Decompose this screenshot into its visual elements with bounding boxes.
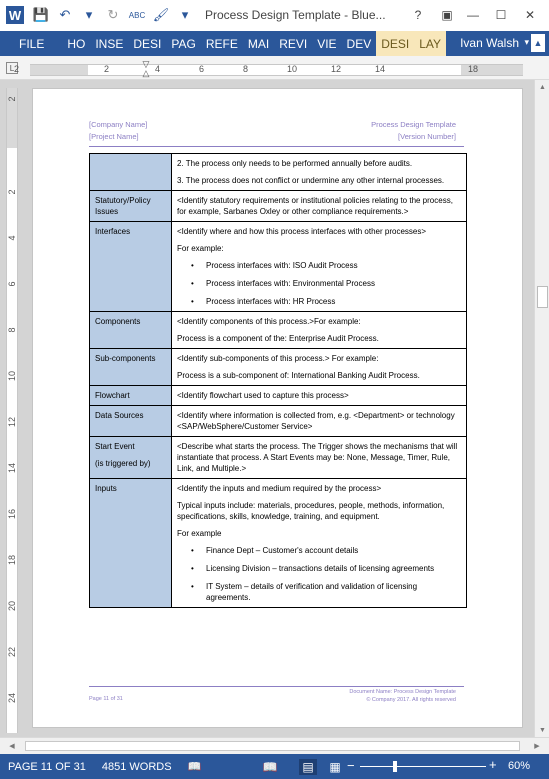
row-label: Interfaces [95, 227, 131, 236]
cell-paragraph: For example [177, 529, 222, 538]
tab-selector-button[interactable]: L [6, 62, 18, 74]
minimize-button[interactable]: — [467, 8, 479, 22]
row-content-cell[interactable] [172, 437, 467, 479]
title-bar [0, 0, 549, 31]
document-area[interactable] [24, 80, 534, 737]
proofing-icon[interactable]: 📖 [187, 761, 202, 773]
cell-paragraph: Process is a sub-component of: International Banking Audit Process. [177, 371, 420, 380]
vertical-ruler-tick-label: 2 [7, 189, 17, 195]
row-label: Components [95, 317, 141, 326]
tab-ho[interactable]: HO [67, 36, 86, 51]
scroll-up-icon[interactable]: ▲ [539, 83, 546, 91]
footer-divider [89, 686, 464, 687]
window-title: Process Design Template - Blue... [205, 8, 386, 22]
bullet-list [177, 260, 461, 307]
list-item: • IT System – details of verification and validation of licensing agreements. [177, 581, 461, 603]
ruler-tick-label: 18 [468, 64, 479, 74]
row-label-cell[interactable] [90, 406, 172, 437]
cell-paragraph: <Identify where and how this process interfaces with other processes> [177, 227, 427, 236]
cell-paragraph: <Identify flowchart used to capture this process> [177, 391, 349, 400]
row-content-cell[interactable] [172, 406, 467, 437]
list-item: • Process interfaces with: Environmental Process [177, 278, 461, 289]
table-row [90, 386, 467, 406]
ruler-tick-label: 14 [375, 64, 386, 74]
vertical-ruler-tick-label: 8 [7, 327, 17, 333]
row-label-cell[interactable] [90, 349, 172, 386]
vertical-ruler-tick-label: 2 [7, 96, 17, 102]
tab-file[interactable]: FILE [0, 31, 62, 56]
bullet-list [177, 545, 461, 603]
word-logo-icon[interactable]: W [6, 6, 24, 24]
tab-mai[interactable]: MAI [247, 36, 270, 51]
row-label-cell[interactable] [90, 386, 172, 406]
cell-paragraph: <Describe what starts the process. The Trigger shows the mechanisms that will instantiate that process. A Start Events may be: None, Message, Timer, Rule, Link, and Multiple.> [177, 442, 458, 473]
tab-refe[interactable]: REFE [205, 36, 238, 51]
cell-paragraph: <Identify statutory requirements or institutional policies relating to the process, for example, Sarbanes Oxley or other compliance requirements.> [177, 196, 453, 216]
print-layout-icon[interactable]: ▤ [299, 759, 317, 775]
page-header-right [371, 119, 456, 143]
tab-desi[interactable]: DESI [133, 36, 162, 51]
vertical-ruler-tick-label: 4 [7, 235, 17, 241]
row-content-cell[interactable] [172, 191, 467, 222]
row-label: Start Event [95, 442, 135, 451]
cell-paragraph: Typical inputs include: materials, procedures, people, methods, information, specifications, skills, knowledge, training, and equipment. [177, 501, 445, 521]
ruler-bar [0, 56, 549, 80]
row-label: Data Sources [95, 411, 144, 420]
cell-paragraph: <Identify components of this process.>For example: [177, 317, 361, 326]
vertical-ruler-tick-label: 10 [7, 370, 17, 381]
scroll-down-icon[interactable]: ▼ [539, 726, 546, 734]
footer-page-number: Page 11 of 31 [89, 696, 123, 702]
scroll-left-icon[interactable]: ◀ [9, 743, 15, 750]
tab-inse[interactable]: INSE [95, 36, 124, 51]
list-item: • Process interfaces with: HR Process [177, 296, 461, 307]
row-content-cell[interactable] [172, 349, 467, 386]
list-item: • Licensing Division – transactions details of licensing agreements [177, 563, 461, 574]
format-painter-icon[interactable]: 🖌 [152, 7, 170, 22]
header-divider [89, 146, 464, 147]
tab-table-desi[interactable]: DESI [376, 31, 414, 56]
row-label-cell[interactable] [90, 191, 172, 222]
horizontal-scroll-thumb[interactable] [25, 741, 520, 751]
cell-paragraph: 3. The process does not conflict or undermine any other internal processes. [177, 176, 445, 185]
template-name: Process Design Template [371, 120, 456, 129]
table-row [90, 406, 467, 437]
ruler-tick-label: 12 [331, 64, 342, 74]
row-label: (is triggered by) [95, 459, 151, 468]
ruler-tick-label: 10 [287, 64, 298, 74]
indent-marker-icon[interactable]: ▽ △ [142, 59, 150, 78]
vertical-scrollbar[interactable] [534, 80, 549, 737]
scroll-right-icon[interactable]: ▶ [534, 743, 540, 750]
ribbon-display-options-button[interactable]: ▣ [441, 8, 453, 22]
footer-document-name: Document Name: Process Design Template [349, 689, 456, 695]
vertical-ruler-tick-label: 12 [7, 416, 17, 427]
cell-paragraph: <Identify sub-components of this process.> For example: [177, 354, 379, 363]
close-button[interactable]: ✕ [524, 8, 536, 22]
table-row [90, 437, 467, 479]
tab-revi[interactable]: REVI [279, 36, 308, 51]
row-label-cell[interactable] [90, 312, 172, 349]
vertical-ruler-tick-label: 18 [7, 554, 17, 565]
row-label-cell[interactable] [90, 222, 172, 312]
vertical-scroll-thumb[interactable] [537, 286, 548, 308]
ruler-tick-label: 2 [14, 64, 20, 74]
row-content-cell[interactable] [172, 312, 467, 349]
chevron-down-icon[interactable]: ▾ [524, 37, 529, 47]
page-count[interactable]: PAGE 11 OF 31 [8, 760, 86, 773]
ruler-tick-label: 2 [104, 64, 110, 74]
row-label: Sub-components [95, 354, 156, 363]
zoom-slider[interactable] [360, 766, 486, 767]
horizontal-ruler[interactable] [14, 64, 523, 76]
vertical-ruler[interactable] [6, 88, 18, 733]
project-name-field: [Project Name] [89, 132, 139, 141]
vertical-ruler-tick-label: 22 [7, 646, 17, 657]
table-row [90, 154, 467, 191]
cell-paragraph: For example: [177, 244, 224, 253]
tab-table-lay[interactable]: LAY [414, 31, 446, 56]
customize-qat-icon[interactable]: ▾ [181, 7, 189, 22]
row-label: Statutory/Policy Issues [95, 196, 151, 216]
vertical-ruler-tick-label: 6 [7, 281, 17, 287]
row-content-cell[interactable] [172, 479, 467, 608]
version-number-field: [Version Number] [398, 132, 456, 141]
row-content-cell[interactable] [172, 154, 467, 191]
redo-icon[interactable]: ↻ [107, 7, 119, 22]
cell-paragraph: Process is a component of the: Enterprise Audit Process. [177, 334, 379, 343]
footer-right [349, 688, 456, 704]
list-item: • Process interfaces with: ISO Audit Process [177, 260, 461, 271]
cell-paragraph: <Identify where information is collected from, e.g. <Department> or technology <SAP/WebSphere/Customer Service> [177, 411, 455, 431]
row-label-cell[interactable] [90, 479, 172, 608]
row-label: Inputs [95, 484, 117, 493]
table-row [90, 479, 467, 608]
save-icon[interactable]: 💾 [32, 7, 50, 22]
cell-paragraph: <Identify the inputs and medium required by the process> [177, 484, 382, 493]
row-label-cell[interactable] [90, 154, 172, 191]
ruler-tick-label: 4 [155, 64, 161, 74]
list-item: • Finance Dept – Customer's account details [177, 545, 461, 556]
vertical-ruler-tick-label: 16 [7, 508, 17, 519]
quick-access-toolbar [0, 0, 196, 31]
word-count[interactable]: 4851 WORDS [101, 760, 172, 773]
page-header-left [89, 119, 147, 143]
help-button[interactable]: ? [414, 8, 422, 22]
table-row [90, 312, 467, 349]
process-table[interactable] [89, 153, 467, 608]
zoom-in-button[interactable]: + [489, 757, 497, 772]
table-row [90, 191, 467, 222]
collapse-ribbon-button[interactable]: ▲ [531, 34, 545, 52]
footer-copyright: © Company 2017. All rights reserved [366, 697, 456, 703]
zoom-level[interactable]: 60% [508, 760, 531, 772]
vertical-ruler-tick-label: 20 [7, 600, 17, 611]
zoom-slider-thumb[interactable] [393, 761, 397, 772]
table-row [90, 222, 467, 312]
spelling-icon[interactable]: ABC [128, 10, 146, 20]
user-name[interactable]: Ivan Walsh [460, 36, 519, 50]
maximize-button[interactable]: ☐ [495, 8, 507, 22]
row-content-cell[interactable] [172, 386, 467, 406]
cell-paragraph: 2. The process only needs to be performed annually before audits. [177, 159, 413, 168]
tab-vie[interactable]: VIE [317, 36, 337, 51]
company-name-field: [Company Name] [89, 120, 148, 129]
table-row [90, 349, 467, 386]
tab-pag[interactable]: PAG [171, 36, 196, 51]
row-content-cell[interactable] [172, 222, 467, 312]
web-layout-icon[interactable]: ▦ [329, 760, 341, 774]
ruler-tick-label: 8 [243, 64, 249, 74]
row-label: Flowchart [95, 391, 130, 400]
tab-dev[interactable]: DEV [346, 36, 372, 51]
undo-icon[interactable]: ↶ [59, 7, 71, 22]
ruler-tick-label: 6 [199, 64, 205, 74]
read-mode-icon[interactable]: 📖 [262, 760, 278, 774]
zoom-out-button[interactable]: − [347, 758, 355, 773]
row-label-cell[interactable] [90, 437, 172, 479]
document-page[interactable] [32, 88, 523, 728]
undo-dropdown-icon[interactable]: ▾ [85, 7, 93, 22]
vertical-ruler-tick-label: 24 [7, 692, 17, 703]
horizontal-scrollbar[interactable] [0, 737, 549, 754]
ruler-left-margin [30, 65, 88, 75]
vertical-ruler-tick-label: 14 [7, 462, 17, 473]
